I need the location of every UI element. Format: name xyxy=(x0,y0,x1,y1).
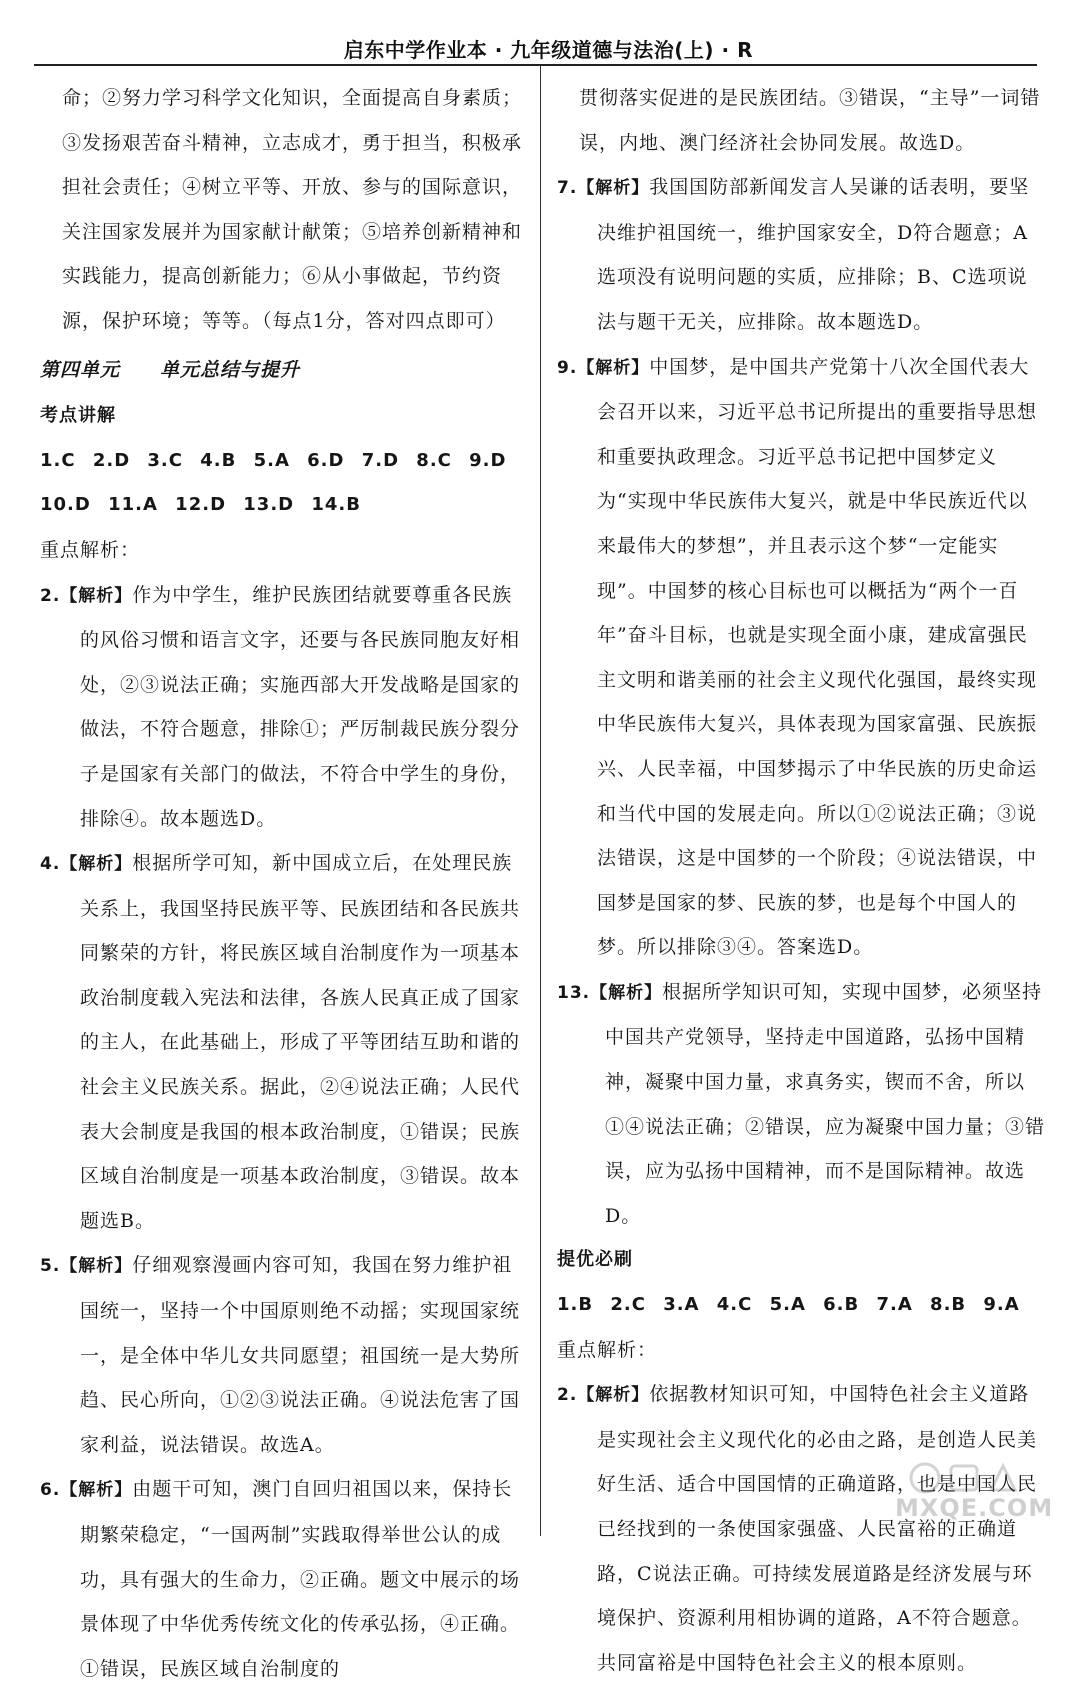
unit-title-name: 单元总结与提升 xyxy=(160,358,301,381)
answer-key-line-1: 1.C 2.D 3.C 4.B 5.A 6.D 7.D 8.C 9.D xyxy=(40,449,507,471)
analysis-item-6 xyxy=(40,1467,526,1691)
watermark-text: MXQE.COM xyxy=(895,1494,1054,1522)
watermark-logo xyxy=(895,1456,1054,1522)
unit-title-number: 第四单元 xyxy=(40,358,121,381)
analysis-item-5 xyxy=(40,1243,526,1467)
analysis-tag: 【解析】 xyxy=(60,854,133,875)
analysis-tag: 【解析】 xyxy=(60,1256,133,1277)
analysis-text: 由题干可知，澳门自回归祖国以来，保持长期繁荣稳定，“一国两制”实践取得举世公认的成功，具有强大的生命力，②正确。题文中展示的场景体现了中华优秀传统文化的传承弘扬，④正确。①错误，民族区域自治制度的 xyxy=(80,1478,521,1680)
header-rule xyxy=(34,64,1037,66)
item-number: 5. xyxy=(40,1256,61,1277)
section-heading-tiyou: 提优必刷 xyxy=(557,1249,633,1271)
analysis-item-2 xyxy=(40,573,526,842)
item-number: 13. xyxy=(557,982,591,1003)
item-number: 9. xyxy=(557,357,578,378)
watermark-emblem-icon xyxy=(895,1456,1045,1496)
analysis-text: 依据教材知识可知，中国特色社会主义道路是实现社会主义现代化的必由之路，是创造人民美好生活、适合中国国情的正确道路，也是中国人民已经找到的一条使国家强盛、人民富裕的正确道路，C说法正确。可持续发展道路是经济发展与环境保护、资源利用相协调的道路，A不符合题意。共同富裕是中国特色社会主义的根本原则。 xyxy=(597,1383,1038,1674)
analysis-text: 我国国防部新闻发言人吴谦的话表明，要坚决维护祖国统一，维护国家安全，D符合题意；A选项没有说明问题的实质，应排除；B、C选项说法与题干无关，应排除。故本题选D。 xyxy=(597,176,1030,333)
continued-paragraph: 贯彻落实促进的是民族团结。③错误，“主导”一词错误，内地、澳门经济社会协同发展。故选D。 xyxy=(579,87,1041,154)
analysis-tag: 【解析】 xyxy=(577,357,650,378)
item-number: 6. xyxy=(40,1480,61,1501)
analysis-item-7 xyxy=(557,165,1045,344)
analysis-text: 根据所学知识可知，实现中国梦，必须坚持中国共产党领导，坚持走中国道路，弘扬中国精神，凝聚中国力量，求真务实，锲而不舍，所以①④说法正确；②错误，应为凝聚中国力量；③错误，应为弘扬中国精神，而不是国际精神。故选D。 xyxy=(605,980,1046,1227)
page-header xyxy=(0,0,1071,66)
analysis-text: 仔细观察漫画内容可知，我国在努力维护祖国统一，坚持一个中国原则绝不动摇；实现国家统一，是全体中华儿女共同愿望；祖国统一是大势所趋、民心所向，①②③说法正确。④说法危害了国家利益，说法错误。故选A。 xyxy=(80,1254,521,1456)
column-divider xyxy=(540,66,541,1536)
analysis-text: 中国梦，是中国共产党第十八次全国代表大会召开以来，习近平总书记所提出的重要指导思想和重要执政理念。习近平总书记把中国梦定义为“实现中华民族伟大复兴，就是中华民族近代以来最伟大的梦想”，并且表示这个梦“一定能实现”。中国梦的核心目标也可以概括为“两个一百年”奋斗目标，也就是实现全面小康，建成富强民主文明和谐美丽的社会主义现代化强国，最终实现中华民族伟大复兴，具体表现为国家富强、民族振兴、人民幸福，中国梦揭示了中华民族的历史命运和当代中国的发展走向。所以①②说法正确；③说法错误，这是中国梦的一个阶段；④说法错误，中国梦是国家的梦、民族的梦，也是每个中国人的梦。所以排除③④。答案选D。 xyxy=(597,355,1038,959)
unit-title xyxy=(40,348,526,393)
analysis-item-2b xyxy=(557,1372,1054,1685)
analysis-tag: 【解析】 xyxy=(577,178,650,199)
item-number: 2. xyxy=(557,1385,578,1406)
item-number: 2. xyxy=(40,585,61,606)
analysis-item-4 xyxy=(40,841,526,1243)
key-analysis-heading: 重点解析： xyxy=(557,1338,658,1361)
item-number: 7. xyxy=(557,178,578,199)
answer-key-line-2: 10.D 11.A 12.D 13.D 14.B xyxy=(40,494,361,516)
analysis-item-13 xyxy=(557,970,1045,1239)
item-number: 4. xyxy=(40,854,61,875)
analysis-item-9 xyxy=(557,345,1045,970)
analysis-tag: 【解析】 xyxy=(60,585,133,606)
analysis-tag: 【解析】 xyxy=(590,982,663,1003)
analysis-tag: 【解析】 xyxy=(577,1385,650,1406)
header-title: 启东中学作业本 · 九年级道德与法治(上) · R xyxy=(343,38,753,62)
answer-key-line: 1.B 2.C 3.A 4.C 5.A 6.B 7.A 8.B 9.A xyxy=(557,1294,1020,1316)
analysis-text: 根据所学可知，新中国成立后，在处理民族关系上，我国坚持民族平等、民族团结和各民族共同繁荣的方针，将民族区域自治制度作为一项基本政治制度载入宪法和法律，各族人民真正成了国家的主人，在此基础上，形成了平等团结互助和谐的社会主义民族关系。据此，②④说法正确；人民代表大会制度是我国的根本政治制度，①错误；民族区域自治制度是一项基本政治制度，③错误。故本题选B。 xyxy=(80,852,521,1232)
left-column xyxy=(40,76,526,1691)
continued-paragraph: 命；②努力学习科学文化知识，全面提高自身素质；③发扬艰苦奋斗精神，立志成才，勇于担当，积极承担社会责任；④树立平等、开放、参与的国际意识，关注国家发展并为国家献计献策；⑤培养创新精神和实践能力，提高创新能力；⑥从小事做起，节约资源，保护环境；等等。（每点1分，答对四点即可） xyxy=(62,87,523,332)
section-heading-kaodian: 考点讲解 xyxy=(40,405,116,427)
key-analysis-heading: 重点解析： xyxy=(40,538,141,561)
right-column xyxy=(557,76,1054,1685)
analysis-tag: 【解析】 xyxy=(60,1480,133,1501)
analysis-text: 作为中学生，维护民族团结就要尊重各民族的风俗习惯和语言文字，还要与各民族同胞友好相处，②③说法正确；实施西部大开发战略是国家的做法，不符合题意，排除①；严厉制裁民族分裂分子是国家有关部门的做法，不符合中学生的身份，排除④。故本题选D。 xyxy=(80,583,521,830)
